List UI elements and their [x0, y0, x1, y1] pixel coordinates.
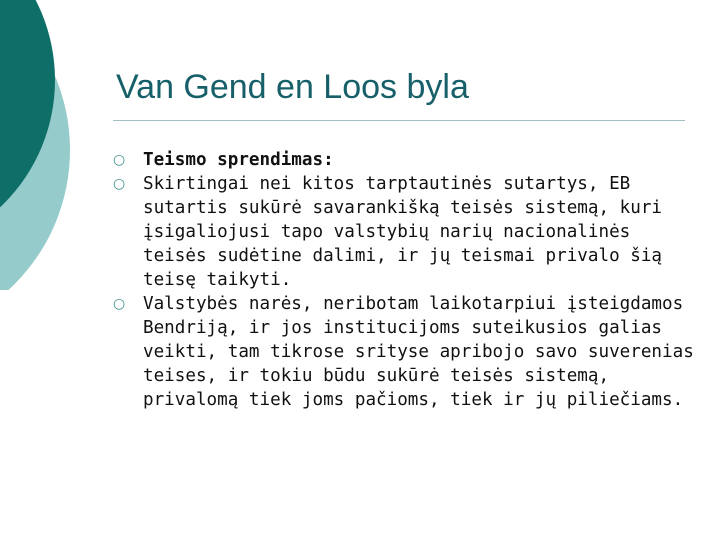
title-divider: [113, 120, 685, 121]
bullet-item: [113, 292, 703, 412]
hollow-circle-icon: ○: [113, 296, 126, 312]
bullet-item: [113, 172, 703, 292]
bullet-text: Valstybės narės, neribotam laikotarpiui įsteigdamos Bendriją, ir jos institucijoms suteikusios galias veikti, tam tikrose srityse apribojo savo suverenias teises, ir tokiu būdu sukūrė teisės sistemą, privalomą tiek joms pačioms, tiek ir jų piliečiams.: [143, 294, 694, 410]
bullet-list: [113, 148, 703, 412]
decorative-circles: [0, 0, 80, 290]
hollow-circle-icon: ○: [113, 176, 126, 192]
bullet-text: Teismo sprendimas:: [143, 150, 334, 170]
hollow-circle-icon: ○: [113, 152, 126, 168]
bullet-item: [113, 148, 703, 172]
bullet-text: Skirtingai nei kitos tarptautinės sutartys, EB sutartis sukūrė savarankišką teisės sistemą, kuri įsigaliojusi tapo valstybių narių nacionalinės teisės sudėtine dalimi, ir jų teismai privalo šią teisę taikyti.: [143, 174, 663, 290]
slide-title: Van Gend en Loos byla: [116, 68, 469, 106]
